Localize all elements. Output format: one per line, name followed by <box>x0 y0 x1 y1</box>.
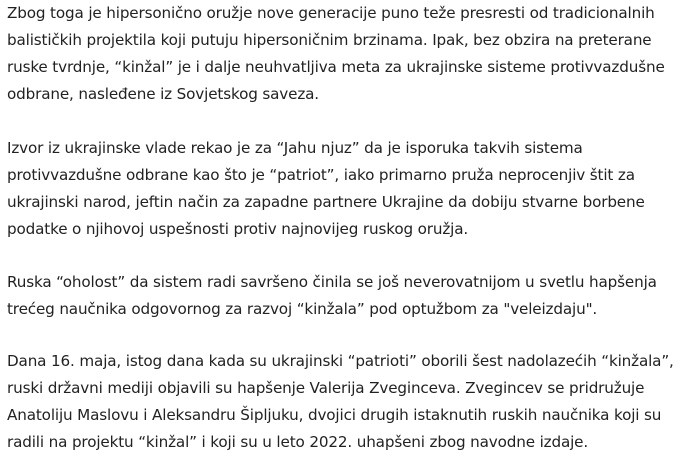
paragraph-line: ukrajinski narod, jeftin način za zapadne partnere Ukrajine da dobiju stvarne borbene <box>7 193 645 211</box>
paragraph-line: trećeg naučnika odgovornog za razvoj “kinžala” pod optužbom za "veleizdaju". <box>7 300 598 318</box>
paragraph-line: Ruska “oholost” da sistem radi savršeno činila se još neverovatnijom u svetlu hapšenja <box>7 273 657 291</box>
paragraph-line: odbrane, nasleđene iz Sovjetskog saveza. <box>7 85 319 103</box>
paragraph-line: Dana 16. maja, istog dana kada su ukrajinski “patrioti” oborili šest nadolazećih “kinžala”, <box>7 352 674 370</box>
paragraph-line: ruske tvrdnje, “kinžal” je i dalje neuhvatljiva meta za ukrajinske sisteme protivvazdušne <box>7 58 665 76</box>
paragraph-line: podatke o njihovoj uspešnosti protiv najnovijeg ruskog oružja. <box>7 220 469 238</box>
paragraph-line: radili na projektu “kinžal” i koji su u leto 2022. uhapšeni zbog navodne izdaje. <box>7 433 589 451</box>
paragraph-line: Anatoliju Maslovu i Aleksandru Šipljuku, dvojici drugih istaknutih ruskih naučnika koji su <box>7 406 662 424</box>
paragraph-line: Zbog toga je hipersonično oružje nove generacije puno teže presresti od tradicionalnih <box>7 4 655 22</box>
paragraph-line: Izvor iz ukrajinske vlade rekao je za “Jahu njuz” da je isporuka takvih sistema <box>7 139 583 157</box>
paragraph-2 <box>7 135 645 243</box>
paragraph-1 <box>7 0 665 108</box>
paragraph-line: protivvazdušne odbrane kao što je “patriot”, iako primarno pruža neprocenjiv štit za <box>7 166 635 184</box>
paragraph-4 <box>7 348 674 456</box>
paragraph-3 <box>7 269 657 323</box>
paragraph-line: balističkih projektila koji putuju hipersoničnim brzinama. Ipak, bez obzira na preterane <box>7 31 652 49</box>
paragraph-line: ruski državni mediji objavili su hapšenje Valerija Zveginceva. Zvegincev se pridružuje <box>7 379 645 397</box>
